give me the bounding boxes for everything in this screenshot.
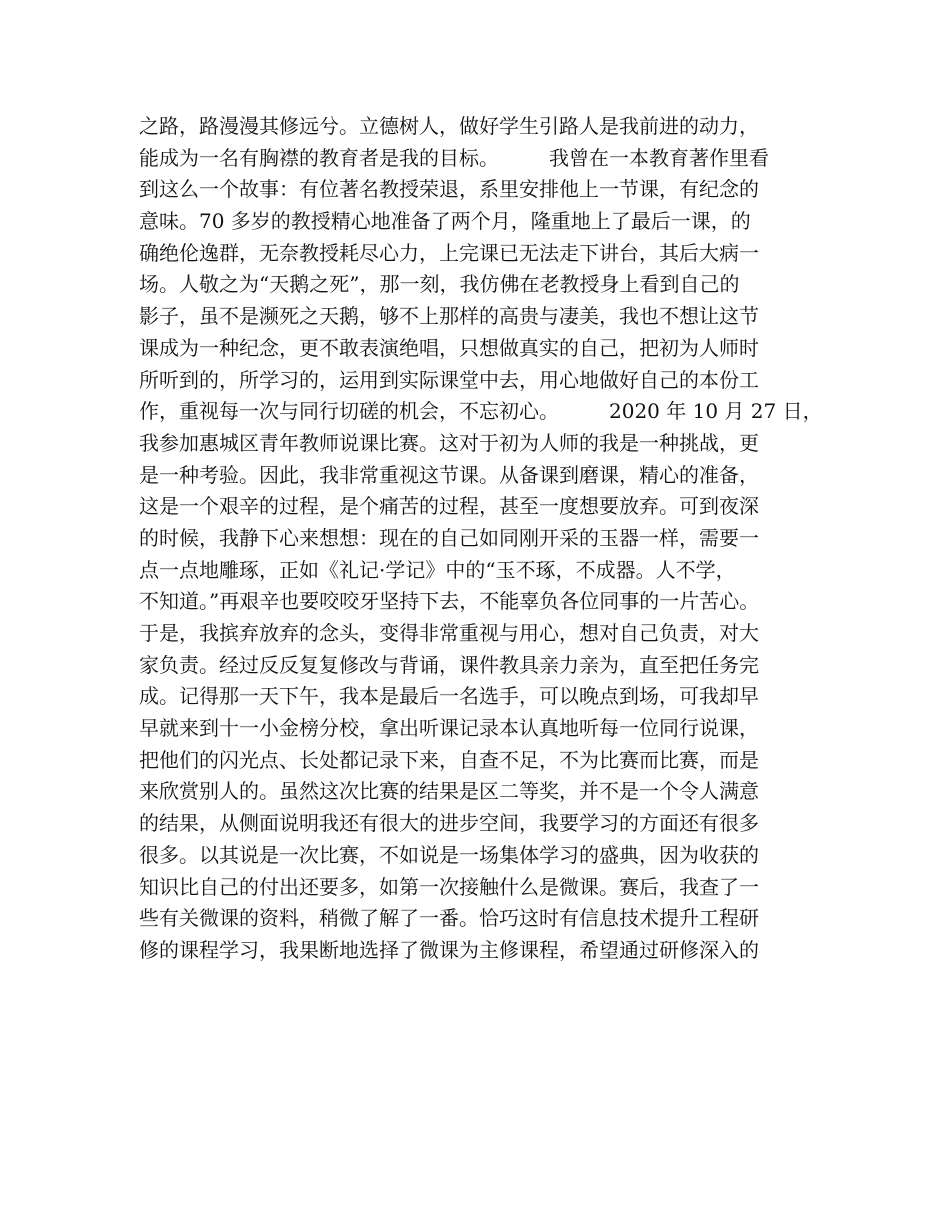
text-line: 些有关微课的资料，稍微了解了一番。恰巧这时有信息技术提升工程研 (139, 906, 759, 931)
text-line: 家负责。经过反反复复修改与背诵，课件教具亲力亲为，直至把任务完 (139, 652, 759, 677)
text-line: 之路，路漫漫其修远兮。立德树人，做好学生引路人是我前进的动力， (139, 114, 759, 138)
text-line: 场。人敬之为“天鹅之死”，那一刻，我仿佛在老教授身上看到自己的 (139, 272, 740, 297)
text-line: 的时候，我静下心来想想：现在的自己如同刚开采的玉器一样，需要一 (139, 525, 759, 550)
text-line: 意味。70 多岁的教授精心地准备了两个月，隆重地上了最后一课，的 (139, 209, 751, 234)
text-line: 是一种考验。因此，我非常重视这节课。从备课到磨课，精心的准备， (139, 462, 759, 487)
text-line: 课成为一种纪念，更不敢表演绝唱，只想做真实的自己，把初为人师时 (139, 335, 759, 360)
text-line: 影子，虽不是濒死之天鹅，够不上那样的高贵与凄美，我也不想让这节 (139, 304, 759, 329)
text-line: 很多。以其说是一次比赛，不如说是一场集体学习的盛典，因为收获的 (139, 842, 759, 867)
text-line: 来欣赏别人的。虽然这次比赛的结果是区二等奖，并不是一个令人满意 (139, 779, 759, 804)
text-line: 的结果，从侧面说明我还有很大的进步空间，我要学习的方面还有很多 (139, 811, 759, 836)
text-line: 知识比自己的付出还要多，如第一次接触什么是微课。赛后，我查了一 (139, 874, 759, 899)
body-text (139, 111, 839, 967)
text-line: 我参加惠城区青年教师说课比赛。这对于初为人师的我是一种挑战，更 (139, 430, 759, 455)
text-line: 点一点地雕琢，正如《礼记·学记》中的“玉不琢，不成器。人不学， (139, 557, 736, 582)
text-line: 于是，我摈弃放弃的念头，变得非常重视与用心，想对自己负责，对大 (139, 621, 759, 645)
text-line: 确绝伦逸群，无奈教授耗尽心力，上完课已无法走下讲台，其后大病一 (139, 240, 759, 265)
text-line: 这是一个艰辛的过程，是个痛苦的过程，甚至一度想要放弃。可到夜深 (139, 494, 759, 519)
text-line: 所听到的，所学习的，运用到实际课堂中去，用心地做好自己的本份工 (139, 367, 759, 392)
text-line: 早就来到十一小金榜分校，拿出听课记录本认真地听每一位同行说课， (139, 716, 759, 741)
text-line: 到这么一个故事：有位著名教授荣退，系里安排他上一节课，有纪念的 (139, 177, 759, 202)
text-line: 能成为一名有胸襟的教育者是我的目标。 我曾在一本教育著作里看 (139, 145, 769, 170)
text-line: 作，重视每一次与同行切磋的机会，不忘初心。 2020 年 10 月 27 日， (139, 399, 823, 424)
text-line: 把他们的闪光点、长处都记录下来，自查不足，不为比赛而比赛，而是 (139, 747, 759, 772)
text-line: 修的课程学习，我果断地选择了微课为主修课程，希望通过研修深入的 (139, 937, 759, 962)
text-line: 不知道。”再艰辛也要咬咬牙坚持下去，不能辜负各位同事的一片苦心。 (139, 589, 760, 614)
text-line: 成。记得那一天下午，我本是最后一名选手，可以晚点到场，可我却早 (139, 684, 759, 709)
